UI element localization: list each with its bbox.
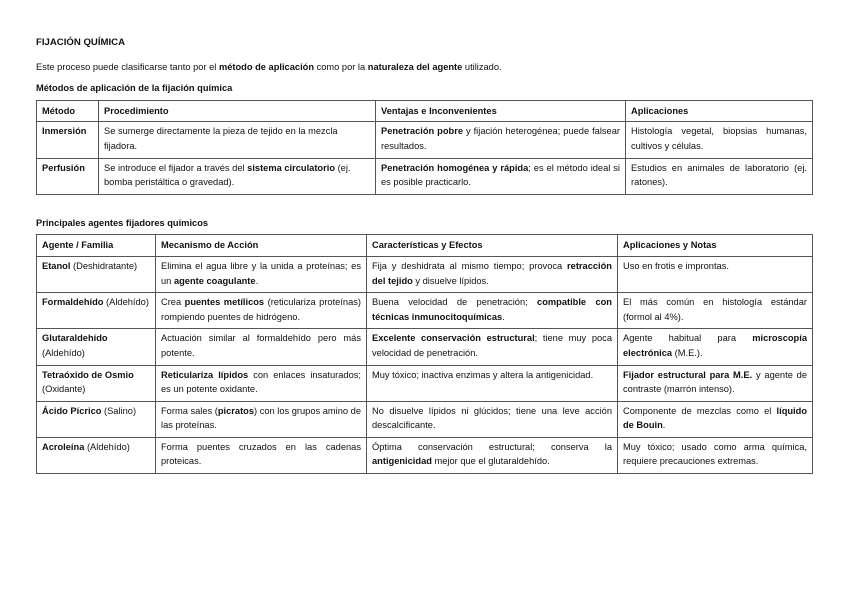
agents-header-row (37, 235, 813, 257)
bold-text: Tetraóxido de Osmio (42, 369, 134, 380)
bold-text: Inmersión (42, 126, 87, 137)
bold-text: Formaldehído (42, 297, 104, 308)
table-row (37, 365, 813, 401)
bold-text: sistema circulatorio (247, 162, 335, 173)
bold-text: agente coagulante (173, 275, 256, 286)
bold-text: antigenicidad (372, 456, 432, 467)
bold-text: líquido de Bouin (623, 405, 807, 431)
table-cell: Estudios en animales de laboratorio (ej. ratones). (626, 158, 813, 194)
methods-section-title: Métodos de aplicación de la fijación química (36, 83, 233, 94)
agents-header-cell: Características y Efectos (367, 235, 618, 257)
table-row (37, 122, 813, 158)
bold-text: Penetración pobre (381, 126, 464, 137)
table-row (37, 293, 813, 329)
table-cell: Actuación similar al formaldehído pero más potente. (156, 329, 367, 365)
bold-text: microscopía electrónica (623, 333, 807, 358)
intro-paragraph: Este proceso puede clasificarse tanto por el método de aplicación como por la naturaleza del agente utilizado. (36, 61, 502, 72)
agents-header-cell: Agente / Familia (37, 235, 156, 257)
bold-text: Reticulariza lípidos (161, 369, 249, 380)
methods-header-cell: Procedimiento (99, 100, 376, 122)
table-cell: Forma puentes cruzados en las cadenas proteicas. (156, 437, 367, 473)
methods-header-cell: Ventajas e Inconvenientes (376, 100, 626, 122)
table-cell: Buena velocidad de penetración; compatible con técnicas inmunocitoquímicas. (367, 293, 618, 329)
bold-text: método de aplicación (218, 61, 315, 72)
table-cell: Muy tóxico; usado como arma química, requiere precauciones extremas. (618, 437, 813, 473)
table-cell: Elimina el agua libre y la unida a proteínas; es un agente coagulante. (156, 256, 367, 292)
table-cell: Forma sales (picratos) con los grupos amino de las proteínas. (156, 401, 367, 437)
bold-text: Perfusión (42, 162, 85, 173)
table-cell: Componente de mezclas como el líquido de Bouin. (618, 401, 813, 437)
table-cell: Tetraóxido de Osmio (Oxidante) (37, 365, 156, 401)
table-row (37, 256, 813, 292)
bold-text: Excelente conservación estructural (372, 333, 535, 344)
bold-text: retracción del tejido (372, 260, 612, 286)
methods-header-cell: Método (37, 100, 99, 122)
agents-table (36, 234, 813, 474)
table-cell: Excelente conservación estructural; tiene muy poca velocidad de penetración. (367, 329, 618, 365)
bold-text: compatible con técnicas inmunocitoquímicas (372, 297, 612, 322)
table-cell: Penetración pobre y fijación heterogénea; puede falsear resultados. (376, 122, 626, 158)
table-cell: Se sumerge directamente la pieza de tejido en la mezcla fijadora. (99, 122, 376, 158)
table-row (37, 158, 813, 194)
table-cell: Ácido Pícrico (Salino) (37, 401, 156, 437)
table-cell: Histología vegetal, biopsias humanas, cultivos y células. (626, 122, 813, 158)
bold-text: Acroleína (42, 441, 85, 452)
table-row (37, 401, 813, 437)
methods-header-row (37, 100, 813, 122)
table-cell: Óptima conservación estructural; conserva la antigenicidad mejor que el glutaraldehído. (367, 437, 618, 473)
table-cell (37, 158, 99, 194)
methods-header-cell: Aplicaciones (626, 100, 813, 122)
agents-header-cell: Mecanismo de Acción (156, 235, 367, 257)
bold-text: Ácido Pícrico (42, 405, 102, 416)
bold-text: picratos (217, 405, 255, 416)
bold-text: Glutaraldehído (42, 333, 108, 344)
table-row (37, 437, 813, 473)
table-cell: Etanol (Deshidratante) (37, 256, 156, 292)
table-cell (37, 122, 99, 158)
table-cell: Crea puentes metílicos (reticulariza proteínas) rompiendo puentes de hidrógeno. (156, 293, 367, 329)
table-cell: Fija y deshidrata al mismo tiempo; provoca retracción del tejido y disuelve lípidos. (367, 256, 618, 292)
table-cell: Agente habitual para microscopía electrónica (M.E.). (618, 329, 813, 365)
agents-section-title: Principales agentes fijadores químicos (36, 217, 209, 228)
table-cell: Muy tóxico; inactiva enzimas y altera la antigenicidad. (367, 365, 618, 401)
table-cell: Fijador estructural para M.E. y agente de contraste (marrón intenso). (618, 365, 813, 401)
table-cell: Uso en frotis e improntas. (618, 256, 813, 292)
table-cell: No disuelve lípidos ni glúcidos; tiene una leve acción descalcificante. (367, 401, 618, 437)
agents-header-cell: Aplicaciones y Notas (618, 235, 813, 257)
methods-table (36, 100, 813, 195)
bold-text: Fijador estructural para M.E. (623, 369, 753, 380)
bold-text: Etanol (42, 260, 71, 271)
page-title: FIJACIÓN QUÍMICA (36, 37, 126, 48)
table-cell: Acroleína (Aldehído) (37, 437, 156, 473)
table-row (37, 329, 813, 365)
table-cell: Formaldehído (Aldehído) (37, 293, 156, 329)
bold-text: naturaleza del agente (367, 61, 463, 72)
table-cell: Reticulariza lípidos con enlaces insaturados; es un potente oxidante. (156, 365, 367, 401)
table-cell: Se introduce el fijador a través del sistema circulatorio (ej. bomba peristáltica o gravedad). (99, 158, 376, 194)
table-cell: Glutaraldehído (Aldehído) (37, 329, 156, 365)
bold-text: puentes metílicos (184, 297, 265, 308)
bold-text: Penetración homogénea y rápida (381, 162, 529, 173)
document-page (36, 36, 812, 474)
table-cell: El más común en histología estándar (formol al 4%). (618, 293, 813, 329)
table-cell: Penetración homogénea y rápida; es el método ideal si es posible practicarlo. (376, 158, 626, 194)
